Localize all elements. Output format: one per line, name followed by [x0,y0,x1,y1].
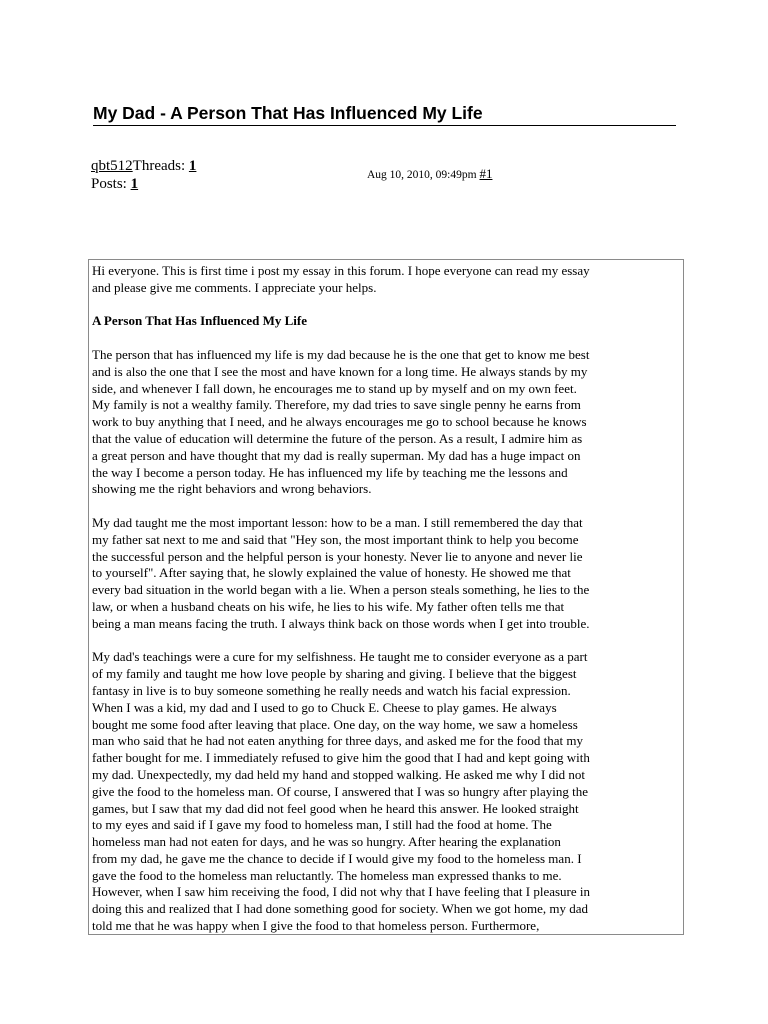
essay-paragraph-2 [92,515,683,633]
post-date: Aug 10, 2010, 09:49pm [367,169,477,181]
text-line: that the value of education will determine the future of the person. As a result, I admire him as [92,430,583,446]
text-line: father bought for me. I immediately refused to give him the good that I had and kept going with [92,750,590,766]
text-line: and is also the one that I see the most and have known for a long time. He always stands by my [92,363,588,379]
text-line: the successful person and the helpful person is your honesty. Never lie to anyone and never lie [92,548,583,564]
text-line: being a man means facing the truth. I always think back on those words when I get into trouble. [92,615,590,631]
posts-label: Posts: [91,176,127,192]
essay-title: A Person That Has Influenced My Life [92,313,307,329]
text-line: man who said that he had not eaten anything for three days, and asked me for the food that my [92,733,583,749]
text-line: games, but I saw that my dad did not feel good when he heard this answer. He looked straight [92,800,579,816]
text-line: to yourself". After saying that, he slowly explained the value of honesty. He showed me that [92,565,571,581]
text-line: every bad situation in the world began with a lie. When a person steals something, he lies to the [92,582,590,598]
text-line: fantasy in live is to buy someone something he really needs and watch his facial expression. [92,682,571,698]
text-line: a great person and have thought that my dad is really superman. My dad has a huge impact on [92,447,581,463]
text-line: my father sat next to me and said that "Hey son, the most important think to help you become [92,531,579,547]
posts-count: 1 [130,176,139,192]
text-line: showing me the right behaviors and wrong behaviors. [92,481,372,497]
intro-paragraph [92,263,683,297]
text-line: Hi everyone. This is first time i post my essay in this forum. I hope everyone can read my essay [92,263,590,278]
posts-line [91,175,196,193]
text-line: My dad's teachings were a cure for my selfishness. He taught me to consider everyone as a part [92,649,588,665]
text-line: However, when I saw him receiving the food, I did not why that I have feeling that I pleasure in [92,884,591,900]
author-name[interactable]: qbt512 [91,158,133,174]
page-title: My Dad - A Person That Has Influenced My Life [93,103,676,126]
essay-paragraph-3 [92,649,683,935]
text-line: and please give me comments. I appreciate your helps. [92,279,377,295]
text-line: the way I become a person today. He has influenced my life by teaching me the lessons and [92,464,568,480]
text-line: to my eyes and said if I gave my food to homeless man, I still had the food at home. The [92,817,552,833]
text-line: told me that he was happy when I give the food to that homeless person. Furthermore, [92,918,540,934]
threads-count: 1 [188,158,197,174]
text-line: My family is not a wealthy family. Therefore, my dad tries to save single penny he earns from [92,397,581,413]
text-line: work to buy anything that I need, and he always encourages me go to school because he knows [92,414,587,430]
text-line: When I was a kid, my dad and I used to go to Chuck E. Cheese to play games. He always [92,699,557,715]
text-line: gave the food to the homeless man reluctantly. The homeless man expressed thanks to me. [92,867,562,883]
text-line: from my dad, he gave me the chance to decide if I would give my food to the homeless man. I [92,850,582,866]
text-line: of my family and taught me how love people by sharing and giving. I believe that the biggest [92,666,577,682]
post-meta [367,167,492,182]
text-line: give the food to the homeless man. Of course, I answered that I was so hungry after playing the [92,783,589,799]
text-line: law, or when a husband cheats on his wife, he lies to his wife. My father often tells me that [92,598,565,614]
text-line: bought me some food after leaving that place. One day, on the way home, we saw a homeless [92,716,578,732]
threads-label: Threads: [132,158,186,174]
text-line: doing this and realized that I had done something good for society. When we got home, my dad [92,901,589,917]
author-info [91,157,196,193]
post-body [88,259,684,935]
text-line: my dad. Unexpectedly, my dad held my hand and stopped walking. He asked me why I did not [92,766,586,782]
text-line: The person that has influenced my life is my dad because he is the one that get to know me best [92,346,590,362]
text-line: homeless man had not eaten for days, and he was so hungry. After hearing the explanation [92,834,561,850]
text-line: My dad taught me the most important lesson: how to be a man. I still remembered the day that [92,514,583,530]
author-line [91,157,196,175]
text-line: side, and whenever I fall down, he encourages me to stand up by myself and on my own feet. [92,380,577,396]
post-number-link[interactable]: #1 [479,166,493,181]
essay-paragraph-1 [92,347,683,498]
